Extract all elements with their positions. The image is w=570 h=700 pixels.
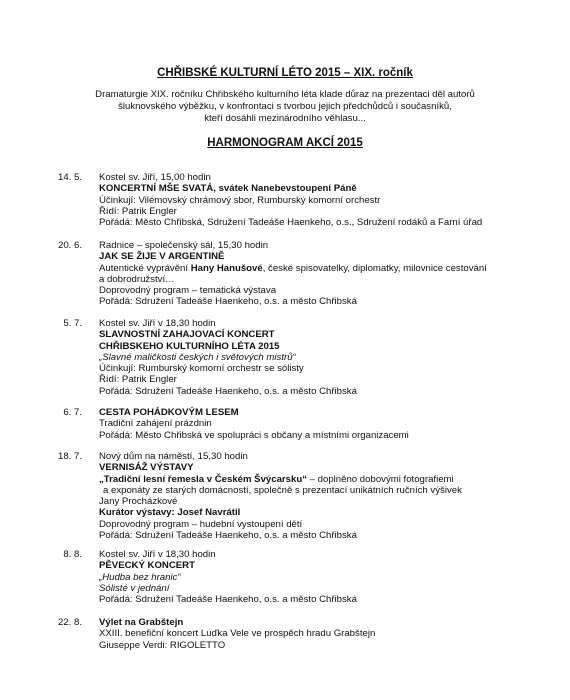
event-description — [99, 263, 539, 274]
event-venue: Kostel sv. Jiří, 15,00 hodin — [99, 172, 211, 183]
event-description: Tradiční zahájení prázdnin — [99, 418, 212, 430]
event-date: 8. 8. — [63, 549, 82, 560]
event-date: 22. 8. — [57, 617, 82, 628]
event-description — [99, 474, 539, 485]
event-performers: Účinkují: Rumburský komorní orchestr se sólisty — [99, 363, 304, 375]
event-venue: Radnice – společenský sál, 15,30 hodin — [99, 240, 269, 251]
event-curator: Kurátor výstavy: Josef Navrátil — [99, 507, 241, 519]
event-description: Jany Procházkové — [99, 496, 178, 508]
event-name: PĚVECKÝ KONCERT — [99, 560, 195, 572]
event-organizers: Pořádá: Sdružení Tadeáše Haenkeho, o.s. a město Chřibská — [99, 385, 357, 397]
event-author-name: Hany Hanušové — [190, 262, 263, 274]
event-conductor: Řídí: Patrik Engler — [99, 374, 177, 386]
event-organizers: Pořádá: Město Chřibská, Sdružení Tadeáše Haenkeho, o.s., Sdružení rodáků a Farní úřad — [99, 217, 483, 229]
event-venue: Kostel sv. Jiří v 18,30 hodin — [99, 549, 216, 560]
event-name: SLAVNOSTNÍ ZAHAJOVACÍ KONCERT — [99, 329, 275, 341]
event-performers: Účinkují: Vilémovský chrámový sbor, Rumburský komorní orchestr — [99, 194, 381, 206]
event-program: Doprovodný program – hudební vystoupení dětí — [99, 518, 303, 530]
event-name: Výlet na Grabštejn — [99, 617, 184, 628]
event-subtitle: „Hudba bez hranic“ — [99, 571, 181, 583]
event-organizers: Pořádá: Město Chřibská ve spolupráci s občany a místními organizacemi — [99, 429, 409, 441]
event-description: XXIII. benefiční koncert Luďka Vele ve prospěch hradu Grabštejn — [99, 628, 376, 640]
intro-paragraph — [60, 89, 510, 125]
event-name: CHŘIBSKEHO KULTURNÍHO LÉTA 2015 — [99, 340, 280, 352]
event-subtitle: Sólisté v jednání — [99, 582, 170, 594]
event-description: a exponáty ze starých domácností, společně s prezentací unikátních ručních výšivek — [103, 484, 462, 496]
event-description: a dobrodružství… — [99, 273, 175, 285]
event-date: 5. 7. — [63, 318, 82, 329]
intro-line: kteří dosáhli mezinárodního věhlasu... — [204, 113, 366, 124]
event-description-text: , české spisovatelky, diplomatky, milovnice cestování — [262, 262, 487, 274]
schedule-title: HARMONOGRAM AKCÍ 2015 — [207, 137, 363, 149]
event-date: 20. 6. — [57, 240, 82, 251]
event-description: Giuseppe Verdi: RIGOLETTO — [99, 639, 226, 651]
document-title: CHŘIBSKÉ KULTURNÍ LÉTO 2015 – XIX. ročník — [157, 67, 413, 79]
event-name: JAK SE ŽIJE V ARGENTINĚ — [99, 251, 225, 263]
event-name: KONCERTNÍ MŠE SVATÁ, svátek Nanebevstoupení Páně — [99, 183, 357, 195]
event-date: 14. 5. — [57, 172, 82, 183]
intro-line: Dramaturgie XIX. ročníku Chřibského kulturního léta klade důraz na prezentaci děl autorů — [95, 89, 475, 100]
event-venue: Nový dům na náměstí, 15,30 hodin — [99, 451, 248, 462]
event-program: Doprovodný program – tematická výstava — [99, 285, 277, 297]
event-name: CESTA POHÁDKOVÝM LESEM — [99, 407, 239, 418]
event-date: 18. 7. — [57, 451, 82, 462]
event-description-text: – doplněno dobovými fotografiemi — [307, 473, 454, 485]
event-name: VERNISÁŽ VÝSTAVY — [99, 462, 194, 474]
event-subtitle: „Slavné maličkosti českých i světových mistrů“ — [99, 351, 296, 363]
event-organizers: Pořádá: Sdružení Tadeáše Haenkeho, o.s. a město Chřibská — [99, 594, 357, 606]
event-description-text: Autentické vyprávění — [99, 262, 191, 274]
intro-line: šluknovského výběžku, v konfrontaci s tvorbou jejich předchůdců i současníků, — [118, 101, 452, 112]
event-exhibition-title: „Tradiční lesní řemesla v Českém Švýcarsku“ — [99, 473, 307, 485]
event-organizers: Pořádá: Sdružení Tadeáše Haenkeho, o.s. a město Chřibská — [99, 530, 357, 542]
event-conductor: Řídí: Patrik Engler — [99, 205, 177, 217]
event-venue: Kostel sv. Jiří v 18,30 hodin — [99, 318, 216, 329]
event-organizers: Pořádá: Sdružení Tadeáše Haenkeho, o.s. a město Chřibská — [99, 296, 357, 308]
event-date: 6. 7. — [63, 407, 82, 418]
